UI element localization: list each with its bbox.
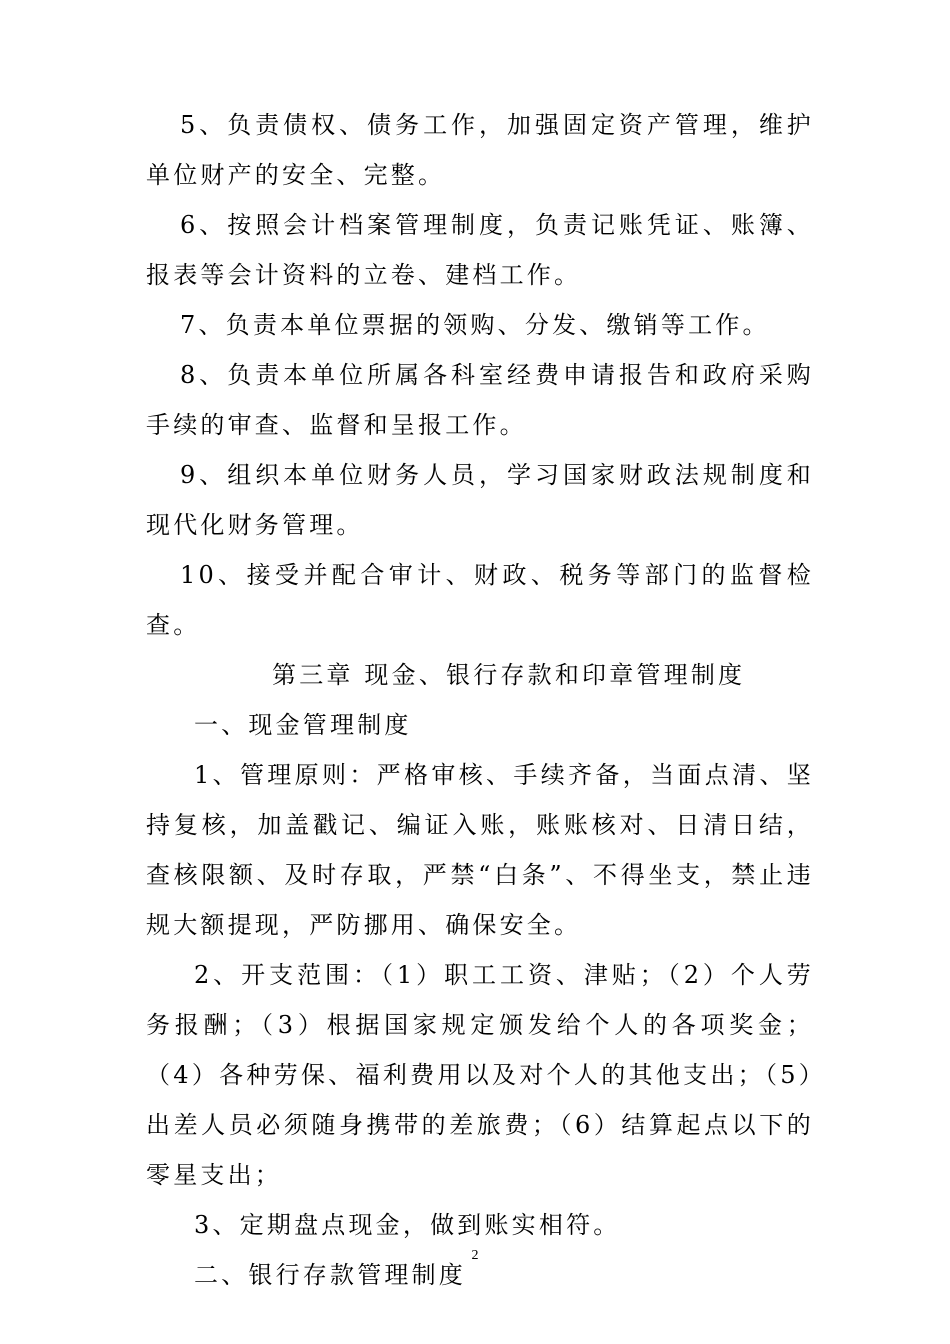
page-number: 2 bbox=[471, 1248, 479, 1263]
cash-rule-2: 2、开支范围：（1）职工工资、津贴；（2）个人劳务报酬；（3）根据国家规定颁发给个人的各项奖金；（4）各种劳保、福利费用以及对个人的其他支出；（5）出差人员必须随身携带的差旅费；（6）结算起点以下的零星支出； bbox=[146, 961, 814, 1189]
cash-rule-3: 3、定期盘点现金，做到账实相符。 bbox=[194, 1211, 621, 1239]
paragraph-item-9: 9、组织本单位财务人员，学习国家财政法规制度和现代化财务管理。 bbox=[146, 461, 814, 539]
paragraph-item-5: 5、负责债权、债务工作，加强固定资产管理，维护单位财产的安全、完整。 bbox=[146, 111, 814, 189]
section-heading-cash: 一、现金管理制度 bbox=[194, 711, 412, 739]
section-heading-bank-deposit: 二、银行存款管理制度 bbox=[194, 1261, 466, 1289]
paragraph-item-8: 8、负责本单位所属各科室经费申请报告和政府采购手续的审查、监督和呈报工作。 bbox=[146, 361, 814, 439]
paragraph-item-7: 7、负责本单位票据的领购、分发、缴销等工作。 bbox=[180, 311, 770, 339]
paragraph-item-6: 6、按照会计档案管理制度，负责记账凭证、账簿、报表等会计资料的立卷、建档工作。 bbox=[146, 211, 814, 289]
cash-rule-1: 1、管理原则：严格审核、手续齐备，当面点清、坚持复核，加盖戳记、编证入账，账账核对、日清日结，查核限额、及时存取，严禁“白条”、不得坐支，禁止违规大额提现，严防挪用、确保安全。 bbox=[146, 761, 814, 939]
paragraph-item-10: 10、接受并配合审计、财政、税务等部门的监督检查。 bbox=[146, 561, 814, 639]
chapter-title: 第三章 现金、银行存款和印章管理制度 bbox=[272, 661, 746, 689]
document-body bbox=[146, 100, 814, 1300]
